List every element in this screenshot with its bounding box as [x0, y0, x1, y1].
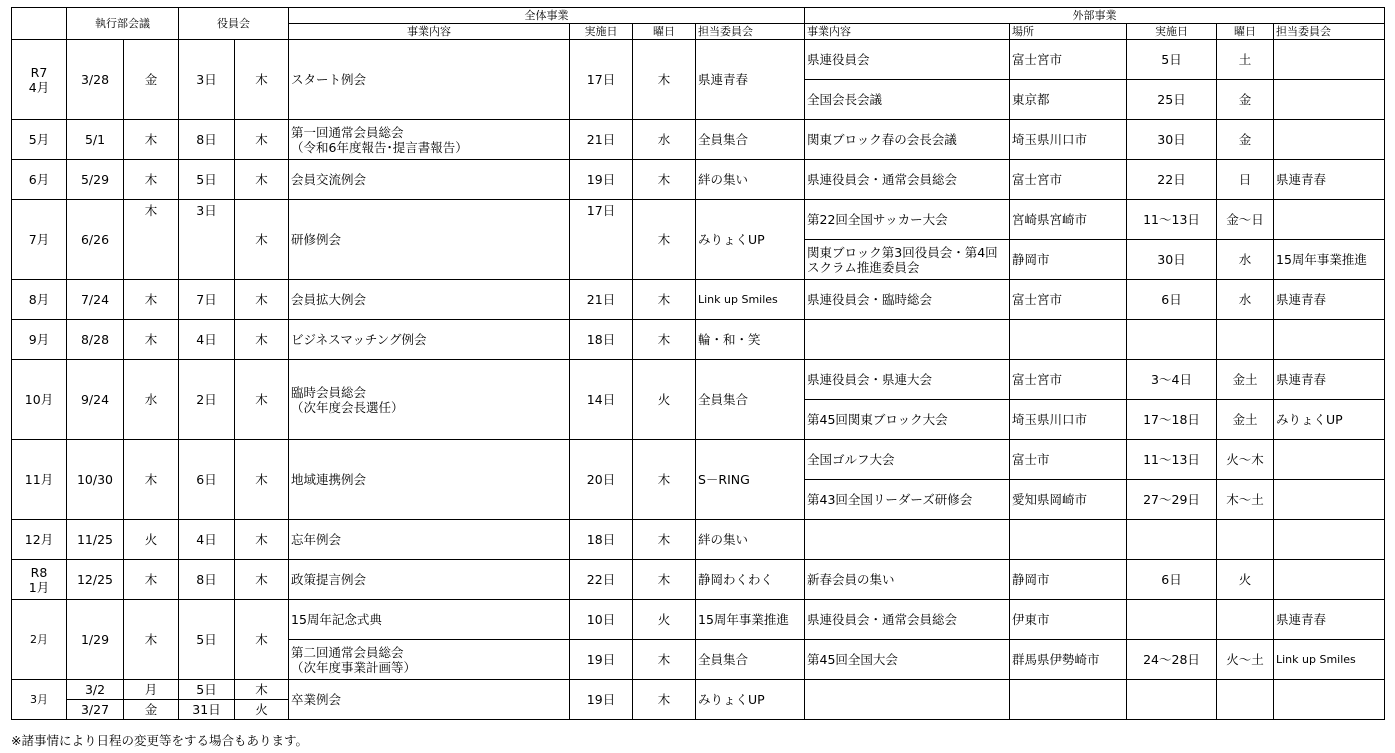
exec-dow-cell: 木 [124, 280, 179, 320]
general-date-cell: 10日 [570, 600, 633, 640]
exec-date-cell: 8/28 [67, 320, 124, 360]
external-place-cell: 愛知県岡崎市 [1010, 480, 1127, 520]
general-content-cell: 15周年記念式典 [289, 600, 570, 640]
external-content-cell: 県連役員会・県連大会 [805, 360, 1010, 400]
general-content-cell: 会員交流例会 [289, 160, 570, 200]
board-date-cell: 7日 [179, 280, 235, 320]
board-date-cell: 5日 [179, 160, 235, 200]
external-date-cell: 22日 [1127, 160, 1217, 200]
general-dow-cell: 水 [633, 120, 696, 160]
general-dow-cell: 木 [633, 200, 696, 280]
board-dow-cell: 木 [235, 560, 289, 600]
general-committee-cell: 全員集合 [696, 360, 805, 440]
exec-dow-cell: 火 [124, 520, 179, 560]
board-dow-cell: 木 [235, 680, 289, 700]
external-dow-cell: 金土 [1217, 360, 1274, 400]
general-content-cell: 研修例会 [289, 200, 570, 280]
general-date-cell: 19日 [570, 640, 633, 680]
external-committee-cell [1274, 440, 1385, 480]
month-cell: 10月 [12, 360, 67, 440]
general-content-cell: スタート例会 [289, 40, 570, 120]
external-place-cell: 群馬県伊勢崎市 [1010, 640, 1127, 680]
board-dow-cell: 木 [235, 280, 289, 320]
table-row-sep [12, 320, 1385, 360]
board-dow-cell: 木 [235, 600, 289, 680]
exec-dow-cell: 木 [124, 200, 179, 280]
empty-cell [1010, 680, 1127, 720]
general-date-cell: 14日 [570, 360, 633, 440]
header-month-blank [12, 8, 67, 40]
general-content-cell: 第二回通常会員総会 （次年度事業計画等） [289, 640, 570, 680]
board-date-cell: 8日 [179, 560, 235, 600]
exec-dow-cell: 水 [124, 360, 179, 440]
external-committee-cell [1274, 560, 1385, 600]
empty-cell [1217, 680, 1274, 720]
general-content-cell: 臨時会員総会 （次年度会長選任） [289, 360, 570, 440]
external-content-cell: 関東ブロック第3回役員会・第4回 スクラム推進委員会 [805, 240, 1010, 280]
general-committee-cell: 絆の集い [696, 160, 805, 200]
board-date-cell: 3日 [179, 200, 235, 280]
header-external-events: 外部事業 [805, 8, 1385, 24]
general-dow-cell: 火 [633, 360, 696, 440]
general-date-cell: 19日 [570, 160, 633, 200]
month-cell: 11月 [12, 440, 67, 520]
external-committee-cell: 県連青春 [1274, 160, 1385, 200]
table-row-may [12, 120, 1385, 160]
external-committee-cell: Link up Smiles [1274, 640, 1385, 680]
header-external-place: 場所 [1010, 24, 1127, 40]
exec-dow-cell: 木 [124, 160, 179, 200]
header-exec-meeting: 執行部会議 [67, 8, 179, 40]
header-general-date: 実施日 [570, 24, 633, 40]
external-dow-cell: 金～日 [1217, 200, 1274, 240]
empty-cell [1217, 520, 1274, 560]
empty-cell [1274, 520, 1385, 560]
external-place-cell: 富士宮市 [1010, 360, 1127, 400]
header-external-committee: 担当委員会 [1274, 24, 1385, 40]
month-cell: 12月 [12, 520, 67, 560]
general-committee-cell: みりょくUP [696, 680, 805, 720]
month-cell: R7 4月 [12, 40, 67, 120]
external-place-cell: 宮崎県宮崎市 [1010, 200, 1127, 240]
board-dow-cell: 木 [235, 200, 289, 280]
external-place-cell: 伊東市 [1010, 600, 1127, 640]
general-committee-cell: 15周年事業推進 [696, 600, 805, 640]
general-content-cell: 忘年例会 [289, 520, 570, 560]
general-dow-cell: 木 [633, 560, 696, 600]
exec-dow-cell: 木 [124, 120, 179, 160]
general-dow-cell: 木 [633, 440, 696, 520]
board-date-cell: 5日 [179, 680, 235, 700]
board-date-cell: 4日 [179, 520, 235, 560]
external-date-cell: 25日 [1127, 80, 1217, 120]
external-content-cell: 第45回関東ブロック大会 [805, 400, 1010, 440]
header-external-dow: 曜日 [1217, 24, 1274, 40]
empty-cell [1010, 320, 1127, 360]
external-date-cell: 30日 [1127, 120, 1217, 160]
external-dow-cell: 水 [1217, 280, 1274, 320]
external-committee-cell [1274, 120, 1385, 160]
general-dow-cell: 木 [633, 40, 696, 120]
general-content-cell: 第一回通常会員総会 （令和6年度報告･提言書報告） [289, 120, 570, 160]
general-committee-cell: 県連青春 [696, 40, 805, 120]
schedule-table-wrapper [11, 7, 1385, 720]
external-content-cell: 県連役員会・臨時総会 [805, 280, 1010, 320]
general-dow-cell: 木 [633, 640, 696, 680]
exec-dow-cell: 月 [124, 680, 179, 700]
general-dow-cell: 火 [633, 600, 696, 640]
exec-date-cell: 9/24 [67, 360, 124, 440]
empty-cell [1274, 320, 1385, 360]
empty-cell [1127, 320, 1217, 360]
general-date-cell: 20日 [570, 440, 633, 520]
empty-cell [1010, 520, 1127, 560]
external-content-cell: 関東ブロック春の会長会議 [805, 120, 1010, 160]
general-content-cell: 地域連携例会 [289, 440, 570, 520]
board-dow-cell: 木 [235, 160, 289, 200]
general-date-cell: 17日 [570, 200, 633, 280]
month-cell: 8月 [12, 280, 67, 320]
table-row-aug [12, 280, 1385, 320]
external-date-cell: 17～18日 [1127, 400, 1217, 440]
general-date-cell: 18日 [570, 520, 633, 560]
general-committee-cell: 全員集合 [696, 640, 805, 680]
header-external-date: 実施日 [1127, 24, 1217, 40]
external-committee-cell: みりょくUP [1274, 400, 1385, 440]
external-content-cell: 県連役員会・通常会員総会 [805, 600, 1010, 640]
table-row-nov-1 [12, 440, 1385, 480]
month-cell: 5月 [12, 120, 67, 160]
board-dow-cell: 木 [235, 520, 289, 560]
external-dow-cell: 日 [1217, 160, 1274, 200]
external-dow-cell [1217, 600, 1274, 640]
external-content-cell: 全国会長会議 [805, 80, 1010, 120]
exec-dow-cell: 木 [124, 600, 179, 680]
exec-date-cell: 5/29 [67, 160, 124, 200]
general-content-cell: ビジネスマッチング例会 [289, 320, 570, 360]
external-place-cell: 静岡市 [1010, 240, 1127, 280]
external-content-cell: 新春会員の集い [805, 560, 1010, 600]
header-general-dow: 曜日 [633, 24, 696, 40]
general-date-cell: 21日 [570, 120, 633, 160]
exec-dow-cell: 金 [124, 40, 179, 120]
external-date-cell: 6日 [1127, 560, 1217, 600]
month-cell: 9月 [12, 320, 67, 360]
external-content-cell: 第45回全国大会 [805, 640, 1010, 680]
empty-cell [1127, 520, 1217, 560]
general-dow-cell: 木 [633, 520, 696, 560]
header-external-content: 事業内容 [805, 24, 1010, 40]
general-date-cell: 22日 [570, 560, 633, 600]
external-dow-cell: 火～木 [1217, 440, 1274, 480]
external-committee-cell: 県連青春 [1274, 280, 1385, 320]
board-date-cell: 31日 [179, 700, 235, 720]
general-content-cell: 卒業例会 [289, 680, 570, 720]
external-place-cell: 富士宮市 [1010, 160, 1127, 200]
external-dow-cell: 金 [1217, 120, 1274, 160]
external-place-cell: 埼玉県川口市 [1010, 400, 1127, 440]
external-committee-cell [1274, 200, 1385, 240]
external-date-cell: 30日 [1127, 240, 1217, 280]
external-dow-cell: 金 [1217, 80, 1274, 120]
external-date-cell [1127, 600, 1217, 640]
exec-date-cell: 3/28 [67, 40, 124, 120]
general-date-cell: 18日 [570, 320, 633, 360]
exec-dow-cell: 木 [124, 440, 179, 520]
header-board-meeting: 役員会 [179, 8, 289, 40]
board-dow-cell: 木 [235, 360, 289, 440]
board-dow-cell: 木 [235, 320, 289, 360]
month-cell: 7月 [12, 200, 67, 280]
external-date-cell: 24～28日 [1127, 640, 1217, 680]
empty-cell [1217, 320, 1274, 360]
exec-date-cell: 5/1 [67, 120, 124, 160]
month-cell: 6月 [12, 160, 67, 200]
exec-dow-cell: 木 [124, 320, 179, 360]
external-content-cell: 全国ゴルフ大会 [805, 440, 1010, 480]
schedule-table [11, 7, 1385, 720]
external-committee-cell [1274, 480, 1385, 520]
month-cell: 2月 [12, 600, 67, 680]
external-date-cell: 11～13日 [1127, 200, 1217, 240]
external-committee-cell [1274, 40, 1385, 80]
board-date-cell: 6日 [179, 440, 235, 520]
external-date-cell: 3～4日 [1127, 360, 1217, 400]
external-place-cell: 埼玉県川口市 [1010, 120, 1127, 160]
general-date-cell: 21日 [570, 280, 633, 320]
table-row-jan [12, 560, 1385, 600]
board-dow-cell: 木 [235, 440, 289, 520]
empty-cell [805, 520, 1010, 560]
external-committee-cell [1274, 80, 1385, 120]
exec-date-cell: 12/25 [67, 560, 124, 600]
general-committee-cell: 絆の集い [696, 520, 805, 560]
external-content-cell: 第22回全国サッカー大会 [805, 200, 1010, 240]
external-dow-cell: 火 [1217, 560, 1274, 600]
general-committee-cell: 全員集合 [696, 120, 805, 160]
general-content-cell: 政策提言例会 [289, 560, 570, 600]
empty-cell [1127, 680, 1217, 720]
exec-date-cell: 3/27 [67, 700, 124, 720]
table-row-mar-1 [12, 680, 1385, 700]
external-place-cell: 富士宮市 [1010, 280, 1127, 320]
general-content-cell: 会員拡大例会 [289, 280, 570, 320]
external-content-cell: 県連役員会 [805, 40, 1010, 80]
board-date-cell: 5日 [179, 600, 235, 680]
external-dow-cell: 木～土 [1217, 480, 1274, 520]
general-committee-cell: みりょくUP [696, 200, 805, 280]
board-dow-cell: 火 [235, 700, 289, 720]
external-place-cell: 富士宮市 [1010, 40, 1127, 80]
external-place-cell: 東京都 [1010, 80, 1127, 120]
month-cell: 3月 [12, 680, 67, 720]
general-dow-cell: 木 [633, 280, 696, 320]
general-dow-cell: 木 [633, 160, 696, 200]
general-committee-cell: 静岡わくわく [696, 560, 805, 600]
external-date-cell: 27～29日 [1127, 480, 1217, 520]
exec-date-cell: 3/2 [67, 680, 124, 700]
board-date-cell: 4日 [179, 320, 235, 360]
external-content-cell: 第43回全国リーダーズ研修会 [805, 480, 1010, 520]
table-row-jun [12, 160, 1385, 200]
external-committee-cell: 県連青春 [1274, 360, 1385, 400]
external-dow-cell: 金土 [1217, 400, 1274, 440]
header-general-committee: 担当委員会 [696, 24, 805, 40]
general-dow-cell: 木 [633, 320, 696, 360]
header-row-1 [12, 8, 1385, 24]
general-date-cell: 19日 [570, 680, 633, 720]
general-dow-cell: 木 [633, 680, 696, 720]
general-committee-cell: S－RING [696, 440, 805, 520]
external-date-cell: 11～13日 [1127, 440, 1217, 480]
general-committee-cell: Link up Smiles [696, 280, 805, 320]
external-committee-cell: 県連青春 [1274, 600, 1385, 640]
empty-cell [805, 680, 1010, 720]
board-dow-cell: 木 [235, 120, 289, 160]
external-content-cell: 県連役員会・通常会員総会 [805, 160, 1010, 200]
board-date-cell: 8日 [179, 120, 235, 160]
external-place-cell: 富士市 [1010, 440, 1127, 480]
external-dow-cell: 水 [1217, 240, 1274, 280]
board-date-cell: 2日 [179, 360, 235, 440]
table-row-oct-1 [12, 360, 1385, 400]
general-committee-cell: 輪・和・笑 [696, 320, 805, 360]
board-dow-cell: 木 [235, 40, 289, 120]
external-dow-cell: 土 [1217, 40, 1274, 80]
exec-date-cell: 10/30 [67, 440, 124, 520]
external-place-cell: 静岡市 [1010, 560, 1127, 600]
table-row-jul-1 [12, 200, 1385, 240]
exec-date-cell: 11/25 [67, 520, 124, 560]
header-general-content: 事業内容 [289, 24, 570, 40]
table-row-dec [12, 520, 1385, 560]
exec-dow-cell: 金 [124, 700, 179, 720]
header-general-events: 全体事業 [289, 8, 805, 24]
empty-cell [1274, 680, 1385, 720]
general-date-cell: 17日 [570, 40, 633, 120]
month-cell: R8 1月 [12, 560, 67, 600]
footnote: ※諸事情により日程の変更等をする場合もあります。 [11, 733, 308, 748]
table-row-apr-1 [12, 40, 1385, 80]
external-committee-cell: 15周年事業推進 [1274, 240, 1385, 280]
table-row-feb-1 [12, 600, 1385, 640]
exec-dow-cell: 木 [124, 560, 179, 600]
board-date-cell: 3日 [179, 40, 235, 120]
external-dow-cell: 火～土 [1217, 640, 1274, 680]
exec-date-cell: 1/29 [67, 600, 124, 680]
external-date-cell: 6日 [1127, 280, 1217, 320]
exec-date-cell: 6/26 [67, 200, 124, 280]
exec-date-cell: 7/24 [67, 280, 124, 320]
empty-cell [805, 320, 1010, 360]
external-date-cell: 5日 [1127, 40, 1217, 80]
